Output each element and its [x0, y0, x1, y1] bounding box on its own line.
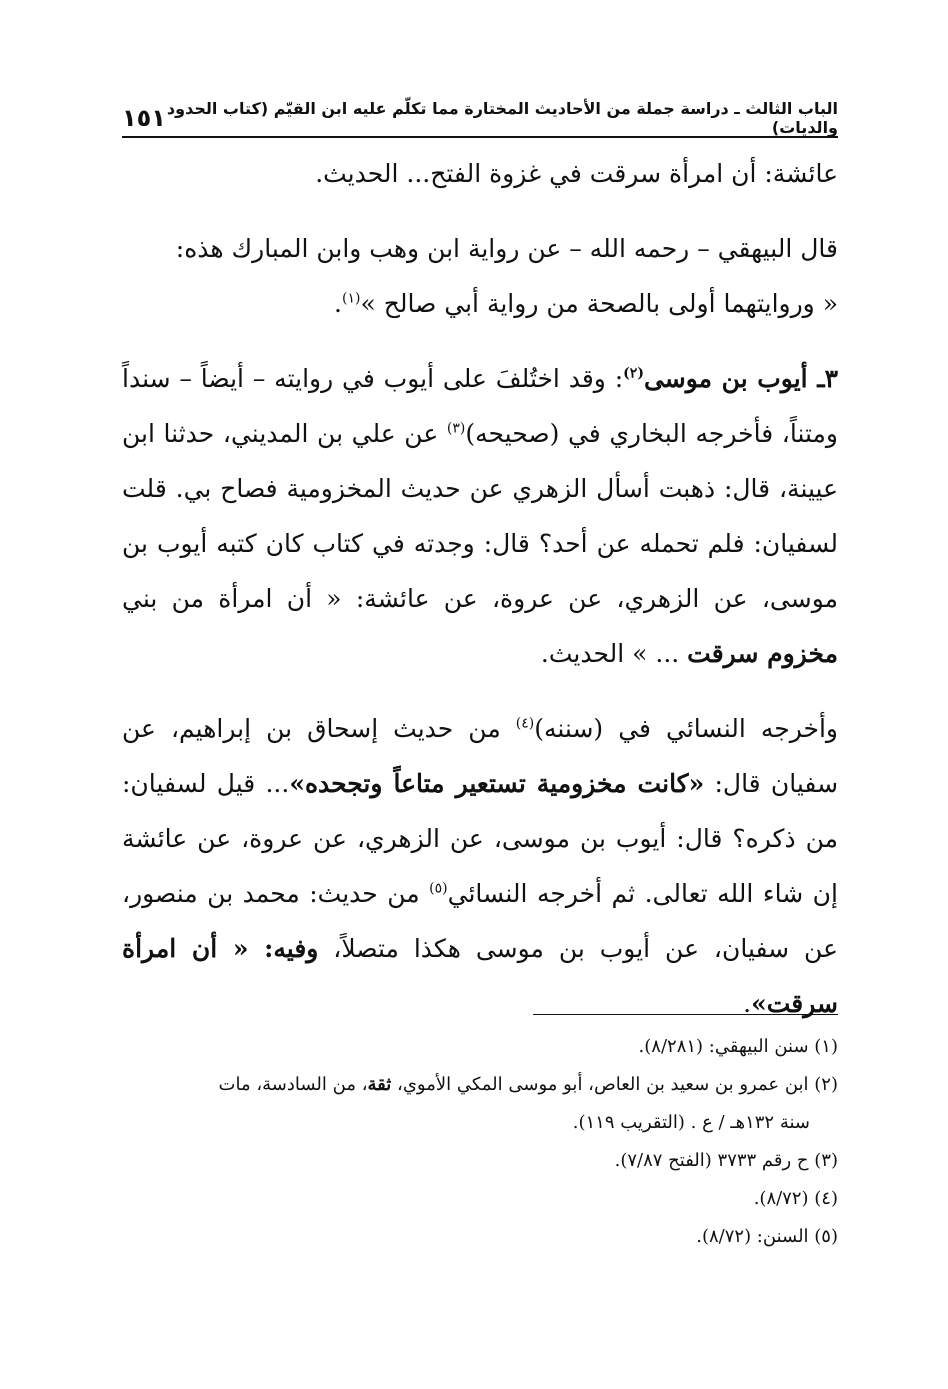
paragraph-3-text-3: ... » الحديث.: [540, 639, 688, 668]
section-heading: ٣ـ أيوب بن موسى: [643, 364, 838, 393]
paragraph-gap: [122, 681, 838, 701]
footnote-4: (٤) (٨/٧٢).: [753, 1188, 838, 1209]
paragraph-4-text-1: وأخرجه النسائي في (سننه): [534, 714, 838, 743]
footnote-1: (١) سنن البيهقي: (٨/٢٨١).: [638, 1036, 838, 1057]
footnote-ref-3[interactable]: (٣): [446, 420, 466, 437]
paragraph-4-text-3: ... قيل لسفيان: من ذكره؟ قال: أيوب بن موسى، عن الزهري، عن عروة، عن عائشة إن شاء الله تعالى. ثم أخرجه النسائي: [122, 769, 838, 908]
footnote-2-text-2: ، من السادسة، مات: [218, 1074, 368, 1095]
footnote-ref-5[interactable]: (٥): [429, 880, 448, 897]
paragraph-4-bold-2: وفيه: « أن امرأة سرقت»: [122, 934, 838, 1018]
paragraph-4-bold-1: «كانت مخزومية تستعير متاعاً وتجحده»: [289, 769, 705, 798]
footnote-ref-1[interactable]: (١): [342, 290, 361, 307]
main-text: [122, 146, 838, 1031]
paragraph-4: [122, 701, 838, 1031]
footnote-5: (٥) السنن: (٨/٧٢).: [696, 1226, 838, 1247]
paragraph-3-bold: مخزوم سرقت: [687, 639, 838, 668]
footnote-2-bold: ثقة: [367, 1074, 392, 1095]
footnote-separator: [533, 1014, 838, 1015]
paragraph-2-end: .: [334, 289, 342, 318]
header-rule: [122, 136, 838, 138]
footnote-3: (٣) ح رقم ٣٧٣٣ (الفتح ٧/٨٧).: [614, 1150, 838, 1171]
footnote-2: [122, 1066, 838, 1104]
footnote-ref-4[interactable]: (٤): [515, 715, 535, 732]
running-header: [122, 100, 838, 136]
paragraph-3-text-2: عن علي بن المديني، حدثنا ابن عيينة، قال: ذهبت أسأل الزهري عن حديث المخزومية فصاح بي. قلت لسفيان: فلم تحمله عن أحد؟ قال: وجدته في كتاب كان كتبه أيوب بن موسى، عن الزهري، عن عروة، عن عائشة: « أن امرأة من بني: [122, 419, 838, 613]
footnote-2-text-1: (٢) ابن عمرو بن سعيد بن العاص، أبو موسى المكي الأموي،: [391, 1074, 838, 1095]
footnote-2-continuation: سنة ١٣٢هـ / ع . (التقريب ١١٩).: [572, 1112, 810, 1133]
paragraph-4-text-2: من حديث إسحاق بن إبراهيم، عن سفيان قال:: [122, 714, 839, 798]
page-number: ١٥١: [122, 104, 166, 132]
paragraph-2-quote: « وروايتهما أولى بالصحة من رواية أبي صالح »: [360, 289, 838, 318]
paragraph-1: عائشة: أن امرأة سرقت في غزوة الفتح... الحديث.: [315, 159, 838, 188]
paragraph-2: [122, 221, 838, 331]
paragraph-gap: [122, 331, 838, 351]
header-title: الباب الثالث ـ دراسة جملة من الأحاديث المختارة مما تكلّم عليه ابن القيّم (كتاب الحدود والديات): [166, 99, 838, 137]
paragraph-4-text-4: من حديث: محمد بن منصور، عن سفيان، عن أيوب بن موسى هكذا متصلاً،: [122, 879, 838, 963]
paragraph-gap: [122, 201, 838, 221]
footnote-ref-2[interactable]: (٢): [623, 365, 644, 382]
paragraph-4-text-5: .: [743, 989, 752, 1018]
paragraph-3: [122, 351, 838, 681]
paragraph-2-line-1: قال البيهقي – رحمه الله – عن رواية ابن وهب وابن المبارك هذه:: [175, 234, 838, 263]
footnotes: [122, 1028, 838, 1256]
paragraph-3-text-1: : وقد اختُلفَ على أيوب في روايته – أيضاً – سنداً ومتناً، فأخرجه البخاري في (صحيحه): [122, 364, 839, 448]
